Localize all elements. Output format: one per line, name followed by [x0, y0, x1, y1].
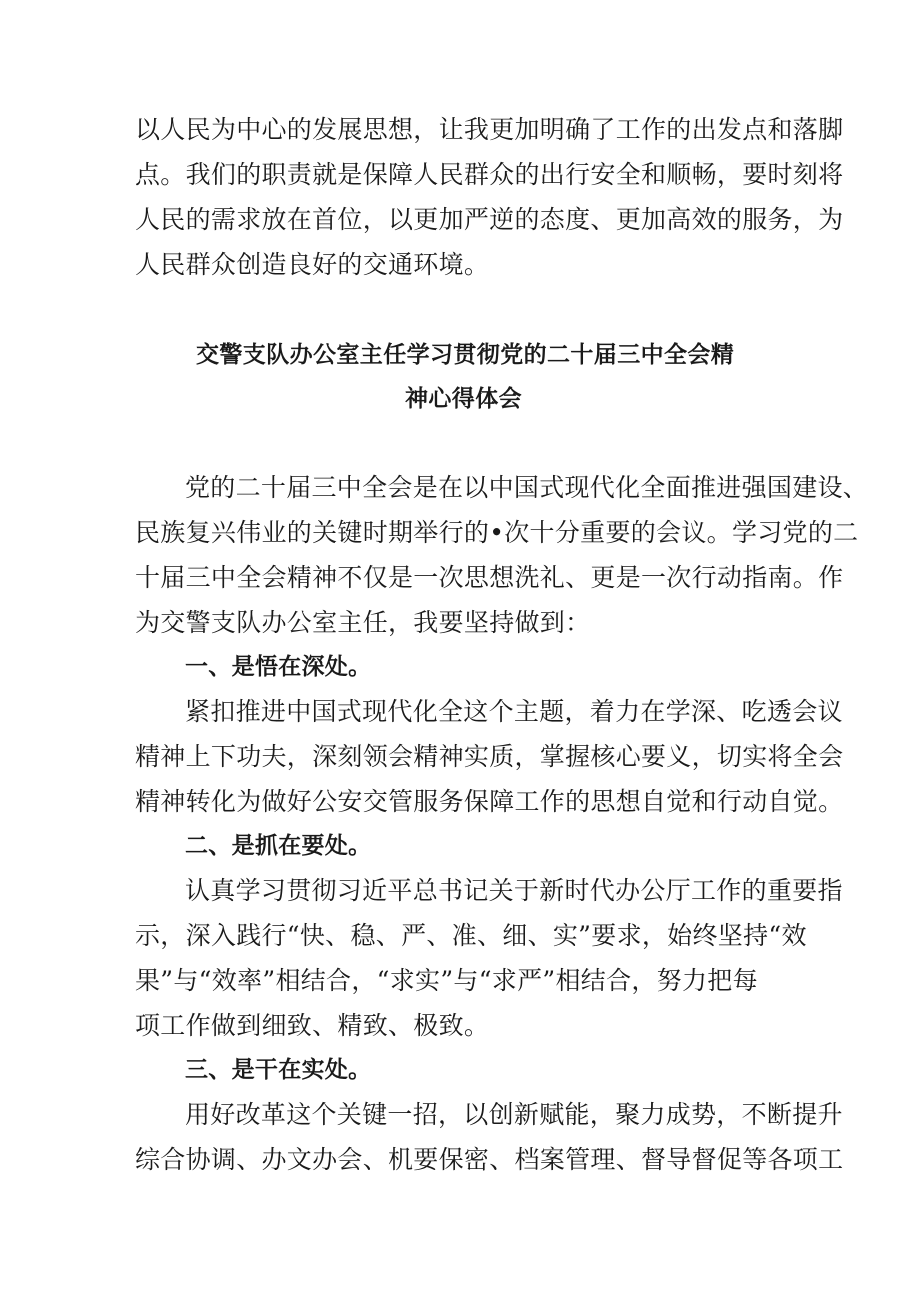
section-1-line-2: 精神上下功夫，深刻领会精神实质，掌握核心要义，切实将全会 — [135, 742, 844, 771]
document-title-line-2: 神心得体会 — [405, 386, 522, 412]
section-1-line-1: 紧扣推进中国式现代化全这个主题，着力在学深、吃透会议 — [185, 697, 843, 726]
intro-line-1: 以人民为中心的发展思想，让我更加明确了工作的出发点和落脚 — [135, 115, 844, 144]
opening-line-3: 十届三中全会精神不仅是一次思想洗礼、更是一次行动指南。作 — [135, 563, 844, 592]
section-2-line-3: 果”与“效率”相结合，“求实”与“求严”相结合，努力把每 — [135, 966, 758, 995]
section-1-line-3: 精神转化为做好公安交管服务保障工作的思想自觉和行动自觉。 — [135, 787, 844, 816]
opening-line-4: 为交警支队办公室主任，我要坚持做到： — [135, 608, 591, 637]
document-title-line-1: 交警支队办公室主任学习贯彻党的二十届三中全会精 — [196, 342, 735, 368]
section-1-heading: 一、是悟在深处。 — [185, 654, 372, 680]
section-2-line-1: 认真学习贯彻习近平总书记关于新时代办公厅工作的重要指 — [185, 876, 843, 905]
intro-line-4: 人民群众创造良好的交通环境。 — [135, 250, 490, 279]
opening-line-1: 党的二十届三中全会是在以中国式现代化全面推进强国建设、 — [185, 473, 869, 502]
section-3-line-2: 综合协调、办文办会、机要保密、档案管理、督导督促等各项工 — [135, 1145, 844, 1174]
section-3-line-1: 用好改革这个关键一招，以创新赋能，聚力成势，不断提升 — [185, 1100, 843, 1129]
section-2-line-4: 项工作做到细致、精致、极致。 — [135, 1011, 490, 1040]
section-2-line-2: 示，深入践行“快、稳、严、准、细、实”要求，始终坚持“效 — [135, 921, 807, 950]
intro-line-3: 人民的需求放在首位，以更加严逆的态度、更加高效的服务，为 — [135, 205, 844, 234]
opening-line-2: 民族复兴伟业的关键时期举行的•次十分重要的会议。学习党的二 — [135, 518, 859, 547]
intro-line-2: 点。我们的职责就是保障人民群众的出行安全和顺畅，要时刻将 — [135, 160, 844, 189]
section-3-heading: 三、是干在实处。 — [185, 1057, 372, 1083]
section-2-heading: 二、是抓在要处。 — [185, 833, 372, 859]
